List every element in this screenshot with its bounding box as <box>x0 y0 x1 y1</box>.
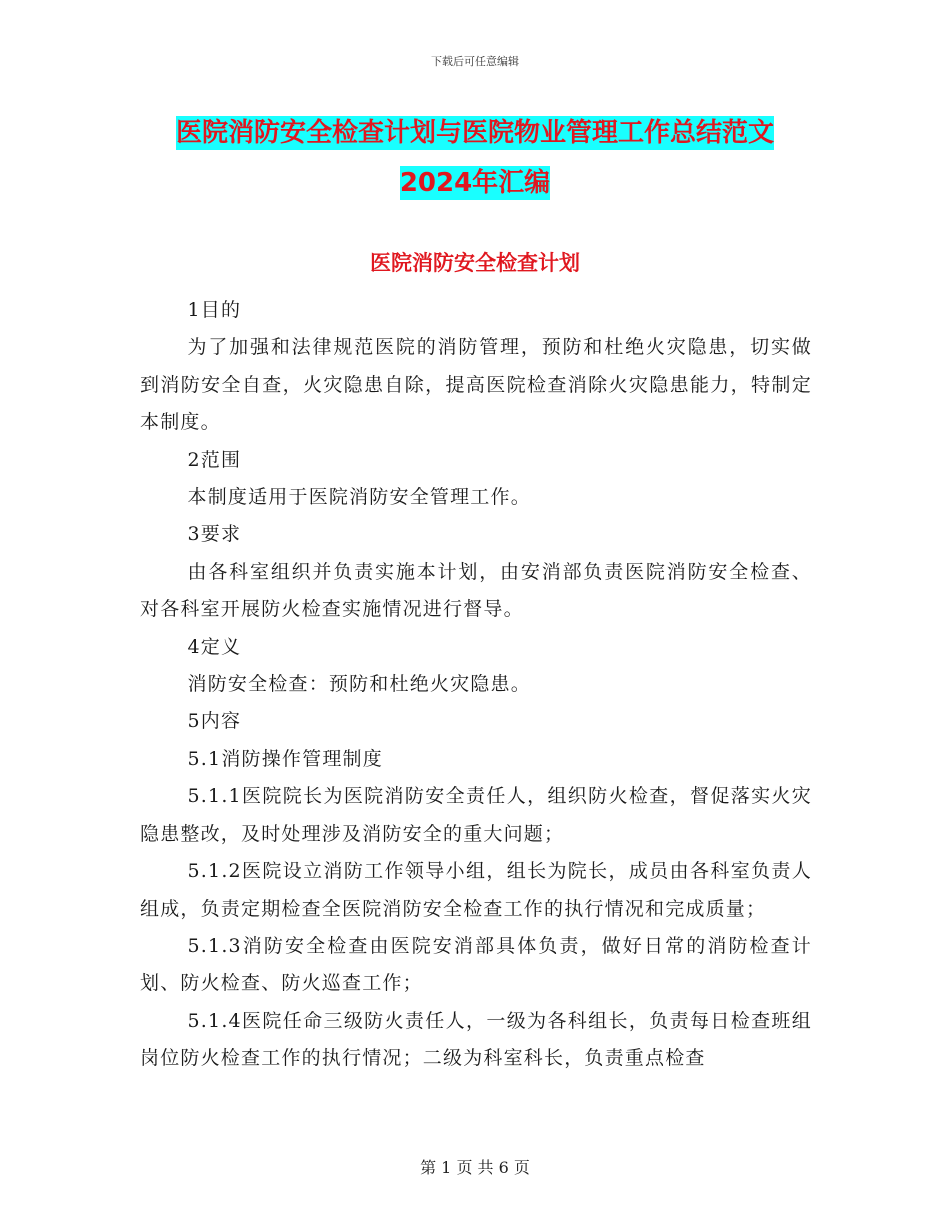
paragraph: 5内容 <box>187 710 242 733</box>
paragraph: 为了加强和法律规范医院的消防管理，预防和杜绝火灾隐患，切实做到消防安全自查，火灾隐患自除，提高医院检查消除火灾隐患能力，特制定本制度。 <box>140 336 812 434</box>
paragraph: 5.1.2医院设立消防工作领导小组，组长为院长，成员由各科室负责人组成，负责定期检查全医院消防安全检查工作的执行情况和完成质量； <box>140 860 812 920</box>
paragraph: 2范围 <box>187 448 242 471</box>
paragraph: 5.1.1医院院长为医院消防安全责任人，组织防火检查，督促落实火灾隐患整改，及时处理涉及消防安全的重大问题； <box>140 785 812 845</box>
document-title-line1: 医院消防安全检查计划与医院物业管理工作总结范文 <box>175 118 774 148</box>
page-footer: 第 1 页 共 6 页 <box>420 1158 530 1177</box>
paragraph: 本制度适用于医院消防安全管理工作。 <box>187 486 531 509</box>
paragraph: 由各科室组织并负责实施本计划，由安消部负责医院消防安全检查、对各科室开展防火检查实施情况进行督导。 <box>140 560 812 621</box>
header-note: 下载后可任意编辑 <box>431 55 519 68</box>
section-title: 医院消防安全检查计划 <box>370 251 580 275</box>
paragraph: 5.1.3消防安全检查由医院安消部具体负责，做好日常的消防检查计划、防火检查、防火巡查工作； <box>140 934 812 995</box>
paragraph: 消防安全检查：预防和杜绝火灾隐患。 <box>187 673 531 696</box>
paragraph: 1目的 <box>187 299 242 321</box>
paragraph: 5.1.4医院任命三级防火责任人，一级为各科组长，负责每日检查班组岗位防火检查工作的执行情况；二级为科室科长，负责重点检查 <box>140 1009 812 1070</box>
paragraph: 4定义 <box>187 635 242 658</box>
paragraph: 3要求 <box>187 523 242 546</box>
paragraph: 5.1消防操作管理制度 <box>187 747 383 770</box>
document-title <box>140 108 810 208</box>
document-body <box>140 292 812 1078</box>
document-title-line2: 2024年汇编 <box>399 168 551 198</box>
